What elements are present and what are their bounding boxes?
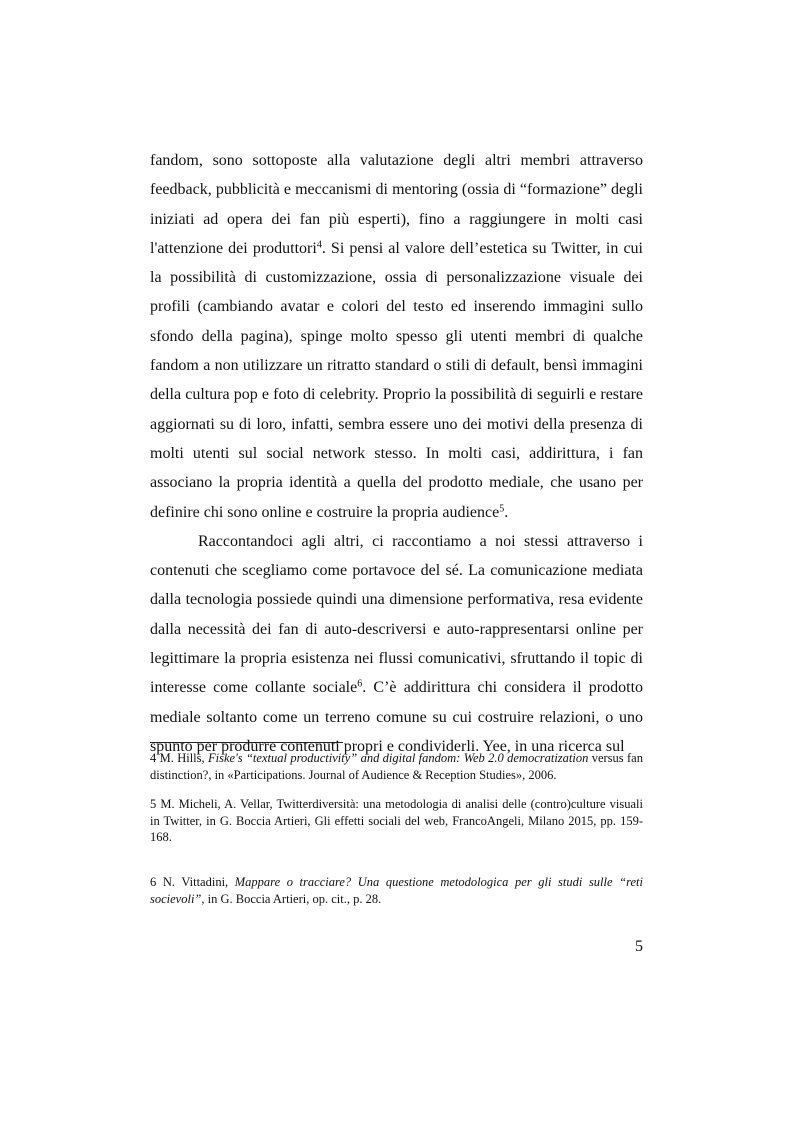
page-number: 5 (635, 938, 643, 955)
paragraph-1: fandom, sono sottoposte alla valutazione degli altri membri attraverso feedback, pubblicità e meccanismi di mentoring (ossia di “formazione” degli iniziati ad opera dei fan più esperti), fino a raggiungere in molti casi l'attenzione dei produttori$^4$. Si pensi al valore dell’estetica su Twitter, in cui la possibilità di customizzazione, ossia di personalizzazione visuale dei profili (cambiando avatar e colori del testo ed inserendo immagini sullo sfondo della pagina), spinge molto spesso gli utenti membri di qualche fandom a non utilizzare un ritratto standard o stili di default, bensì immagini della cultura pop e foto di celebrity. Proprio la possibilità di seguirli e restare aggiornati su di loro, infatti, sembra essere uno dei motivi della presenza di molti utenti sul social network stesso. In molti casi, addirittura, i fan associano la propria identità a quella del prodotto mediale, che usano per definire chi sono online e costruire la propria audience$^5$. (150, 152, 643, 521)
footnote-5: 5 M. Micheli, A. Vellar, Twitterdiversità: una metodologia di analisi delle (contro)culture visuali in Twitter, in G. Boccia Artieri, Gli effetti sociali del web, FrancoAngeli, Milano 2015, pp. 159-168. (150, 797, 643, 845)
footnote-separator (150, 742, 343, 743)
body-text (150, 146, 643, 761)
paragraph-2: Raccontandoci agli altri, ci raccontiamo a noi stessi attraverso i contenuti che scegliamo come portavoce del sé. La comunicazione mediata dalla tecnologia possiede quindi una dimensione performativa, resa evidente dalla necessità dei fan di auto-descriversi e auto-rappresentarsi online per legittimare la propria esistenza nei flussi comunicativi, sfruttando il topic di interesse come collante sociale$^6$. C’è addirittura chi considera il prodotto mediale soltanto come un terreno comune su cui costruire relazioni, o uno spunto per produrre contenuti propri e condividerli. Yee, in una ricerca sul (150, 532, 644, 755)
footnotes (150, 750, 643, 907)
footnote-4: 4 M. Hills, Fiske's “textual productivity” and digital fandom: Web 2.0 democratization versus fan distinction?, in «Participations. Journal of Audience & Reception Studies», 2006. (150, 751, 643, 782)
footnote-ref-6[interactable]: 6 (357, 678, 363, 690)
footnote-ref-5[interactable]: 5 (499, 503, 505, 515)
footnote-ref-4[interactable]: 4 (316, 239, 322, 251)
footnote-6: 6 N. Vittadini, Mappare o tracciare? Una questione metodologica per gli studi sulle “reti socievoli”, in G. Boccia Artieri, op. cit., p. 28. (150, 874, 643, 906)
